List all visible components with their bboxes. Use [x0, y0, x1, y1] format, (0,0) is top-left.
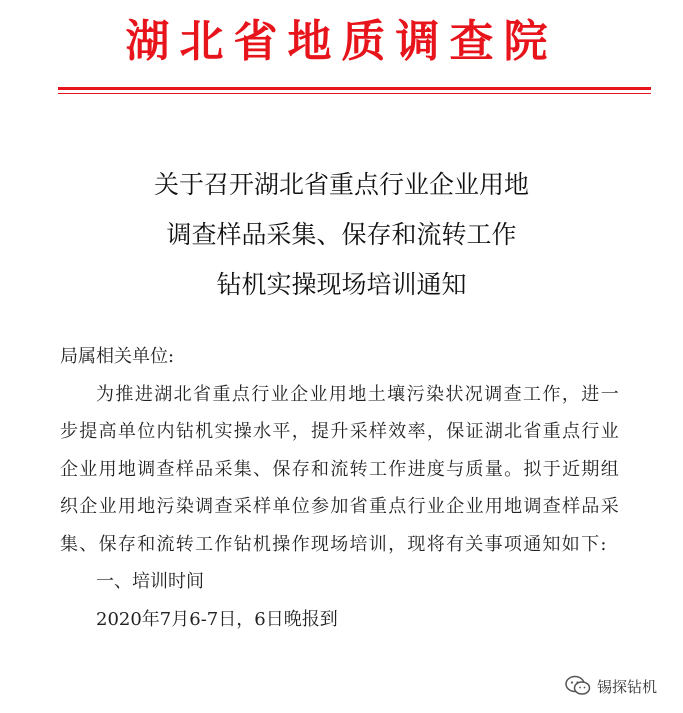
notice-title: [0, 160, 683, 310]
notice-body: [60, 338, 620, 638]
letterhead-rule-thick: [58, 87, 651, 90]
letterhead-title: 湖北省地质调查院: [125, 16, 558, 67]
letterhead-rule-thin: [58, 93, 651, 94]
intro-paragraph: 为推进湖北省重点行业企业用地土壤污染状况调查工作，进一步提高单位内钻机实操水平，提升采样效率，保证湖北省重点行业企业用地调查样品采集、保存和流转工作进度与质量。拟于近期组织企业用地污染调查采样单位参加省重点行业企业用地调查样品采集、保存和流转工作钻机操作现场培训，现将有关事项通知如下:: [60, 383, 620, 555]
section-1-heading: 一、培训时间: [96, 571, 204, 592]
notice-title-line-1: 关于召开湖北省重点行业企业用地: [153, 170, 529, 199]
wechat-icon: [565, 675, 591, 697]
salutation: 局属相关单位:: [60, 346, 175, 367]
watermark-text: 锡探钻机: [596, 677, 657, 696]
section-1-text: 2020年7月6-7日，6日晚报到: [96, 608, 338, 630]
notice-title-line-3: 钻机实操现场培训通知: [216, 270, 467, 299]
wechat-watermark: [561, 673, 661, 699]
notice-title-line-2: 调查样品采集、保存和流转工作: [166, 220, 517, 249]
